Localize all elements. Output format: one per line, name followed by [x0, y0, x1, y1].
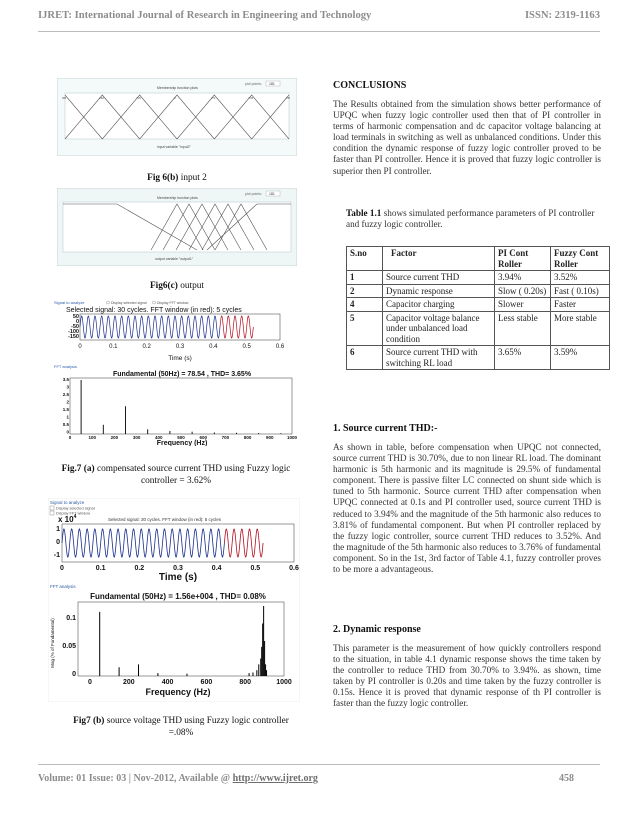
- fig6b-mf-label: PS: [211, 96, 216, 100]
- fig7b-time-tick: 0.6: [289, 565, 299, 572]
- fig7a-freq-tick: 400: [155, 435, 163, 440]
- table-cell: Source current THD with switching RL load: [383, 346, 495, 370]
- table-cell: 3.52%: [551, 271, 610, 285]
- table-cell: 1: [347, 271, 383, 285]
- fig7b-ylabel: Mag (% of Fundamental): [50, 618, 55, 668]
- fig6b-plot-title: Membership function plots: [157, 86, 198, 90]
- fig7a-signal-ytick: 0: [75, 319, 79, 325]
- table-caption: Table 1.1 shows simulated performance parameters of PI controller and fuzzy logic controller.: [346, 208, 595, 230]
- fig7b-signal-note: Selected signal: 30 cycles. FFT window (in red): 5 cycles: [108, 517, 221, 522]
- fig7a-radio1: Display selected signal: [111, 301, 147, 305]
- fig7b-fft-title: Fundamental (50Hz) = 1.56e+004 , THD= 0.08%: [90, 592, 266, 601]
- fig6c-caption: Fig6(c) output: [150, 281, 204, 291]
- table-cell: Faster: [551, 298, 610, 312]
- fig7b-scale-label: x $10^4$: [58, 514, 77, 524]
- page-footer: [38, 773, 600, 787]
- fig6b-mf-label: NS: [136, 96, 141, 100]
- fig7a-fft-plot: [52, 298, 300, 446]
- page-header: [38, 10, 600, 26]
- fig7a-fft-ytick: 1: [66, 414, 69, 420]
- fig7b-fft-ytick: 0.1: [66, 615, 76, 622]
- fig7a-time-tick: 0.4: [209, 344, 218, 350]
- page-number: 458: [559, 773, 574, 784]
- section2-body: This parameter is the measurement of how quickly controllers respond to the situation, in table 4.1 dynamic response shows the time taken by the controller to reduce THD from 30.70% to 3.94%. as shown, time taken by PI controller is 0.20s and time taken by the fuzzy controller is 0.15s. Hence it is proved that dynamic response of th PI controller is faster than the fuzzy logic controller.: [333, 643, 601, 709]
- fig7a-fft-ytick: 0: [66, 429, 69, 435]
- table-cell: 6: [347, 346, 383, 370]
- table-header-row: [347, 247, 610, 271]
- table-cell: 5: [347, 311, 383, 346]
- fig7a-signal-note: Selected signal: 30 cycles. FFT window (in red): 5 cycles: [66, 307, 242, 314]
- table-cell: Less stable: [495, 311, 551, 346]
- fig6c-plot-title: Membership function plots: [157, 196, 198, 200]
- fig7a-fft-title: Fundamental (50Hz) = 78.54 , THD= 3.65%: [112, 371, 252, 378]
- fig7a-signal-ytick: -100: [67, 329, 79, 335]
- fig7a-freq-label: Frequency (Hz): [156, 440, 208, 446]
- fig7a-signal-ytick: -50: [71, 324, 79, 330]
- fig7b-signal-ytick: -1: [53, 552, 60, 559]
- fig7b-fft-ytick: 0: [72, 671, 76, 678]
- fig7b-time-tick: 0.1: [95, 565, 106, 572]
- table-row: [347, 298, 610, 312]
- fig6c-xlabel: output variable "output1": [155, 257, 194, 261]
- fig7a-freq-tick: 600: [199, 435, 207, 440]
- footer-volume: Volume: 01 Issue: 03 | Nov-2012, Available @: [38, 773, 233, 784]
- fig7a-freq-tick: 900: [266, 435, 274, 440]
- fig7b-fft-label: FFT analysis: [50, 584, 76, 589]
- table-row: [347, 271, 610, 285]
- fig7b-time-tick: 0.5: [250, 565, 261, 572]
- conclusions-heading: CONCLUSIONS: [333, 80, 407, 91]
- fig7a-time-label: Time (s): [168, 355, 192, 362]
- conclusions-body: The Results obtained from the simulation shows better performance of UPQC when fuzzy logic controller used then that of PI controller in terms of harmonic compensation and dc capacitor voltage balancing at load terminals in switching as well as unbalanced conditions. Under this condition the dynamic response of fuzzy logic controller proved to be faster than PI controller. Hence it is proved that fuzzy logic controller is superior then PI controller.: [333, 99, 601, 176]
- table-row: [347, 284, 610, 298]
- fig7a-radio2: Display FFT window: [157, 301, 189, 305]
- fig7a-caption: Fig.7 (a) compensated source current THD using Fuzzy logic controller = 3.62%: [61, 464, 291, 486]
- fig7a-freq-tick: 0: [68, 435, 72, 440]
- section2-heading: 2. Dynamic response: [333, 624, 421, 635]
- table-cell: 2: [347, 284, 383, 298]
- table-cell: 3.94%: [495, 271, 551, 285]
- fig7a-signal-ytick: -150: [67, 334, 79, 340]
- performance-table: [346, 246, 610, 370]
- fig6b-mf-label: NM: [99, 96, 105, 100]
- fig6b-caption: Fig 6(b) input 2: [147, 173, 207, 183]
- fig7b-radio2: Display FFT window: [56, 511, 91, 516]
- fig7b-time-label: Time (s): [158, 572, 198, 583]
- fig6b-membership-plot: [57, 78, 297, 156]
- fig7a-freq-tick: 500: [177, 435, 185, 440]
- fig7b-freq-label: Frequency (Hz): [145, 687, 211, 697]
- fig7b-freq-tick: 0: [88, 679, 92, 686]
- fig6b-xlabel: input variable "input2": [157, 145, 191, 149]
- fig7a-signal-ytick: 50: [72, 314, 79, 320]
- table-cell: 3.65%: [495, 346, 551, 370]
- fig6b-legend-label: plot points:: [245, 82, 262, 86]
- table-header-cell: PI Cont Roller: [495, 247, 551, 271]
- fig6b-legend-value: 181: [269, 82, 275, 86]
- fig6b-mf-label: Z: [174, 96, 176, 100]
- fig7a-fft-ytick: 2: [66, 399, 69, 405]
- fig7b-freq-tick: 200: [122, 679, 135, 686]
- fig7b-fft-plot: [48, 498, 300, 702]
- section1-heading: 1. Source current THD:-: [333, 423, 438, 434]
- table-cell: Fast ( 0.10s): [551, 284, 610, 298]
- fig6c-membership-plot: [57, 188, 297, 266]
- fig7a-time-tick: 0.3: [175, 344, 185, 350]
- section1-body: As shown in table, before compensation when UPQC not connected, source current THD is 30.70%, due to non linear RL load. The dominant harmonic is 5th harmonic and its magnitude is 29.5% of fundamental component. There is passive filter LC connected on shunt side which is tuned to 5th harmonic. Source current THD after compensation when UPQC connected at 0.1s and PI controller used, source current THD is reduced to 3.94% and the magnitude of the 5th harmonic also reduces to 3.81% of fundamental component. But when PI controller replaced by the fuzzy logic controller, source current THD reduces to 3.52%. And the magnitude of the 5th harmonic also reduces to 3.76% of fundamental component. So in the 1st, 3rd factor of Table 4.1, fuzzy controller proves to be more a advantageous.: [333, 442, 601, 575]
- fig7b-time-tick: 0.2: [134, 565, 145, 572]
- fig7b-caption: Fig7 (b) source voltage THD using Fuzzy logic controller =.08%: [73, 716, 289, 738]
- fig7b-signal-ytick: 1: [56, 526, 60, 533]
- table-row: [347, 346, 610, 370]
- fig7a-panel-label: Signal to analyze: [54, 300, 85, 305]
- fig7b-time-tick: 0: [60, 565, 64, 572]
- fig7a-freq-tick: 100: [88, 435, 96, 440]
- fig7a-fft-ytick: 1.5: [62, 407, 69, 412]
- fig7a-freq-tick: 200: [110, 435, 119, 440]
- table-header-cell: Fuzzy Cont Roller: [551, 247, 610, 271]
- fig6c-legend-label: plot points:: [245, 192, 262, 196]
- table-cell: Source current THD: [383, 271, 495, 285]
- fig7b-time-tick: 0.4: [211, 565, 222, 572]
- fig7b-freq-tick: 1000: [276, 679, 292, 686]
- footer-divider: [38, 764, 600, 765]
- table-cell: Capacitor charging: [383, 298, 495, 312]
- fig7a-time-tick: 0.1: [109, 344, 118, 350]
- table-cell: More stable: [551, 311, 610, 346]
- fig7b-time-tick: 0.3: [173, 565, 183, 572]
- fig7b-radio1: Display selected signal: [56, 506, 95, 511]
- fig7b-panel-label: Signal to analyze: [50, 500, 85, 505]
- fig7a-time-tick: 0.5: [242, 344, 251, 350]
- fig7a-freq-tick: 700: [221, 435, 230, 440]
- journal-title: IJRET: International Journal of Research in Engineering and Technology: [38, 10, 372, 21]
- fig7b-freq-tick: 400: [161, 679, 174, 686]
- fig6c-legend-value: 181: [269, 192, 275, 196]
- table-header-cell: Factor: [383, 247, 495, 271]
- table-header-cell: S.no: [347, 247, 383, 271]
- fig7a-time-tick: 0: [78, 344, 82, 350]
- fig7a-time-tick: 0.2: [142, 344, 151, 350]
- fig7a-freq-tick: 800: [243, 435, 252, 440]
- table-cell: Slow ( 0.20s): [495, 284, 551, 298]
- fig7b-signal-ytick: 0: [56, 539, 60, 546]
- issn: ISSN: 2319-1163: [524, 10, 600, 21]
- table-cell: 3.59%: [551, 346, 610, 370]
- table-cell: Slower: [495, 298, 551, 312]
- fig7a-freq-tick: 1000: [286, 435, 298, 440]
- header-divider: [38, 31, 600, 32]
- table-cell: Dynamic response: [383, 284, 495, 298]
- footer-url-link[interactable]: http://www.ijret.org: [232, 773, 318, 784]
- table-row: [347, 311, 610, 346]
- fig7a-freq-tick: 300: [132, 435, 141, 440]
- fig7b-freq-tick: 800: [239, 679, 252, 686]
- fig6b-mf-label: PM: [248, 96, 254, 100]
- fig7b-fft-ytick: 0.05: [62, 643, 76, 650]
- fig7a-fft-ytick: 2.5: [62, 392, 69, 397]
- fig7a-fft-ytick: 0.5: [62, 422, 69, 427]
- fig7a-fft-ytick: 3: [66, 384, 69, 390]
- fig7a-fft-label: FFT analysis: [54, 364, 77, 369]
- fig6b-mf-label: NB: [62, 96, 67, 100]
- fig7b-freq-tick: 600: [200, 679, 213, 686]
- fig7a-time-tick: 0.6: [275, 344, 285, 350]
- fig7a-fft-ytick: 3.5: [62, 377, 69, 382]
- table-cell: 4: [347, 298, 383, 312]
- table-cell: Capacitor voltage balance under unbalanced load condition: [383, 311, 495, 346]
- fig6b-mf-label: PB: [286, 96, 291, 100]
